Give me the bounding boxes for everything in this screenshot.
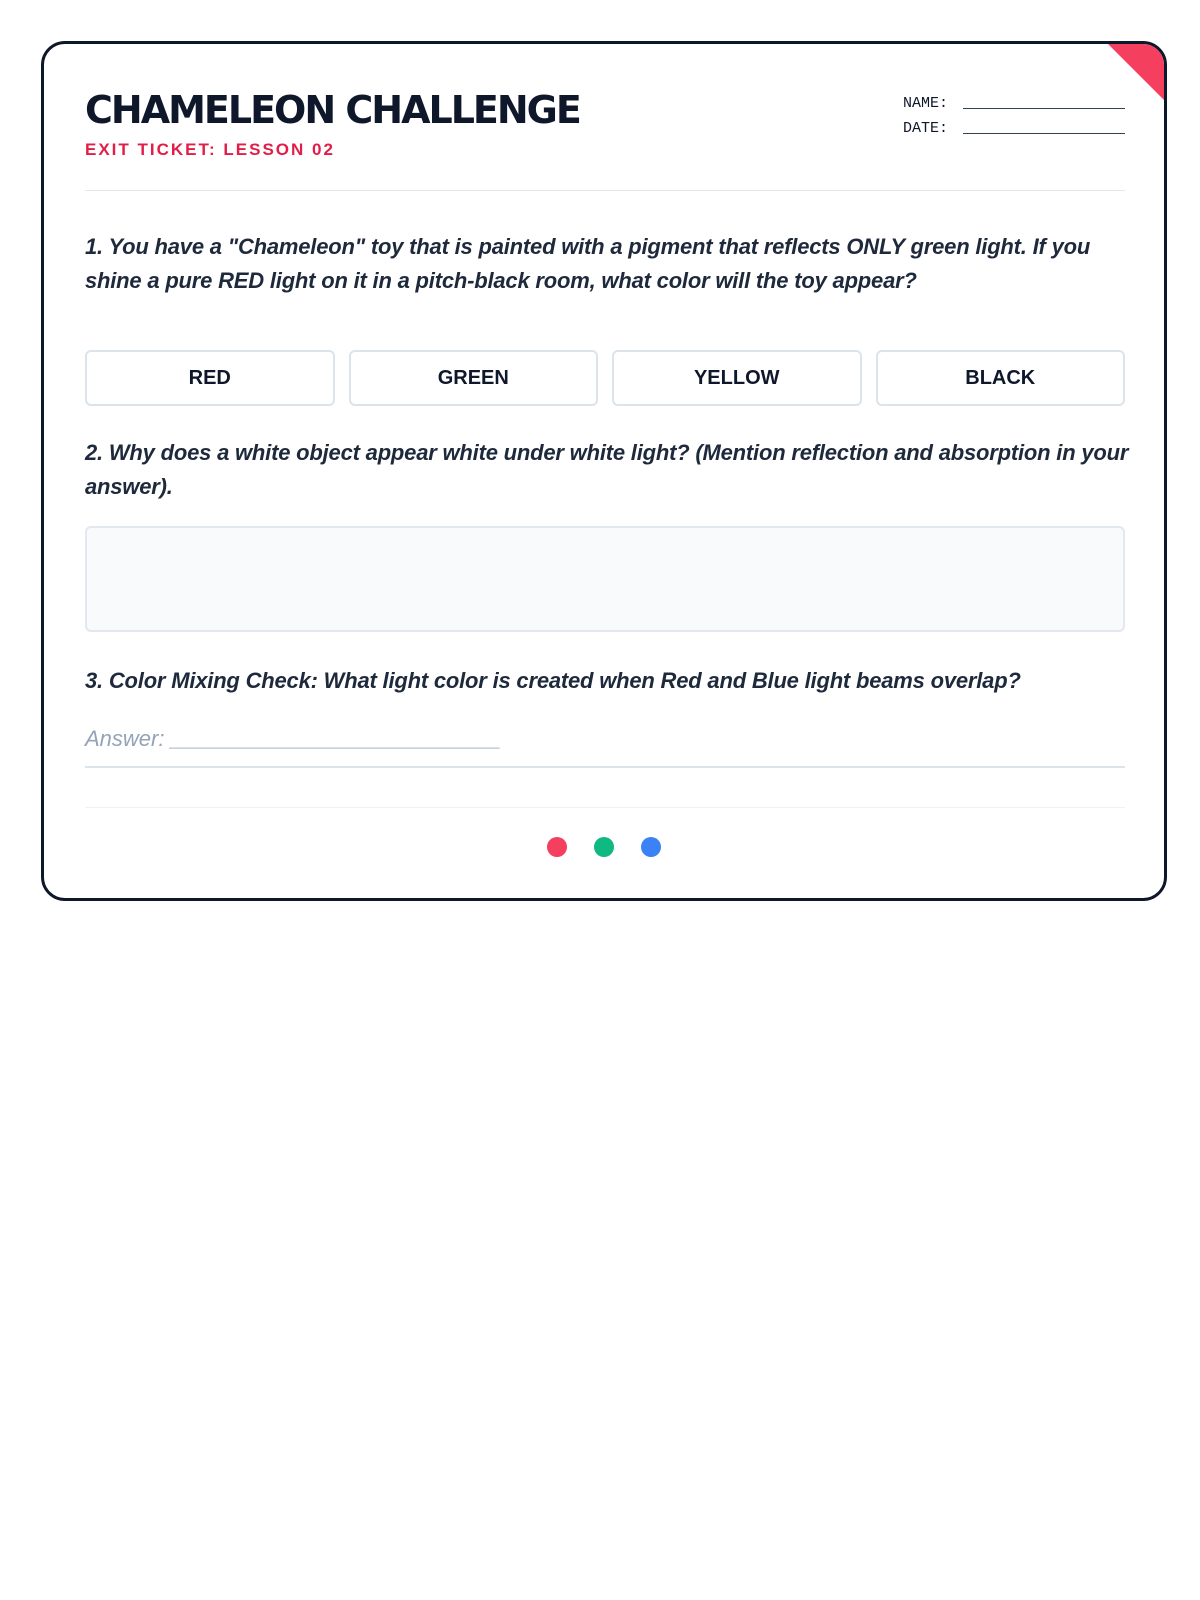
date-row <box>903 113 1125 138</box>
name-label: NAME: <box>903 95 949 112</box>
date-label: DATE: <box>903 120 949 137</box>
green-dot-icon <box>594 837 614 857</box>
student-info <box>903 88 1125 138</box>
page-title: CHAMELEON CHALLENGE <box>85 88 580 132</box>
question-2: 2. Why does a white object appear white under white light? (Mention reflection and absorption in your answer). <box>85 440 1129 499</box>
footer-divider <box>85 807 1125 808</box>
option-red-button[interactable]: RED <box>85 350 335 406</box>
red-dot-icon <box>547 837 567 857</box>
question-1-options <box>85 350 1125 406</box>
name-field[interactable] <box>963 107 1125 109</box>
color-dots <box>44 837 1164 857</box>
page-subtitle: EXIT TICKET: LESSON 02 <box>85 140 335 159</box>
question-3: 3. Color Mixing Check: What light color is created when Red and Blue light beams overlap? <box>85 668 1021 693</box>
answer-prompt: Answer: ___________________________ <box>85 726 501 751</box>
date-field[interactable] <box>963 132 1125 134</box>
name-row <box>903 88 1125 113</box>
ticket-header <box>85 88 1125 191</box>
option-yellow-button[interactable]: YELLOW <box>612 350 862 406</box>
question-1: 1. You have a "Chameleon" toy that is painted with a pigment that reflects ONLY green light. If you shine a pure RED light on it in a pitch-black room, what color will the toy appear? <box>85 234 1091 293</box>
blue-dot-icon <box>641 837 661 857</box>
question-2-answer-box[interactable] <box>85 526 1125 632</box>
question-3-answer-field[interactable] <box>85 724 1125 768</box>
option-green-button[interactable]: GREEN <box>349 350 599 406</box>
option-black-button[interactable]: BLACK <box>876 350 1126 406</box>
exit-ticket-card <box>41 41 1167 901</box>
